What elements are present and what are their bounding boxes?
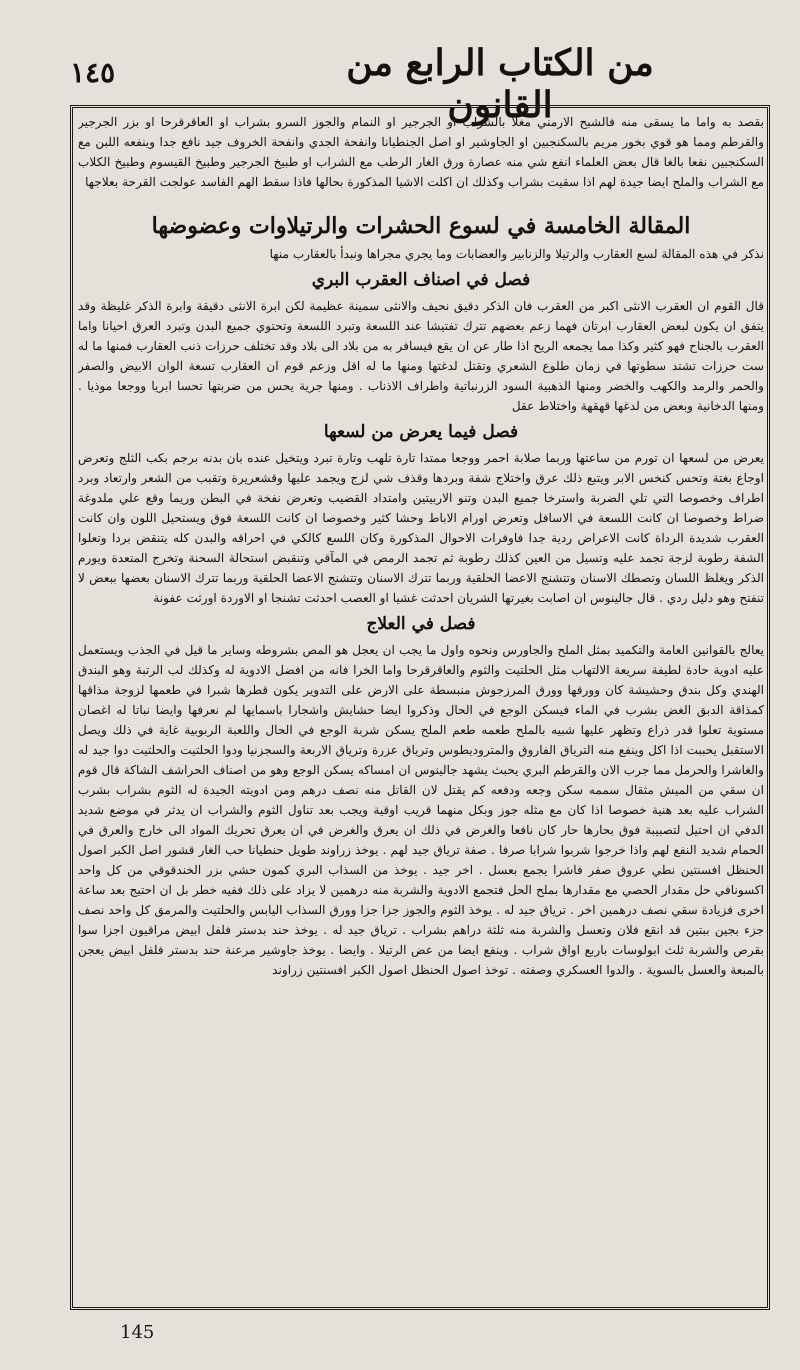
- footer-page-number: 145: [120, 1322, 155, 1343]
- running-title: من الكتاب الرابع من القانون: [346, 42, 654, 126]
- section-title: فصل فيما يعرض من لسعها: [323, 422, 519, 442]
- section-text: يعالج بالقوانين العامة والتكميد بمثل الملح والجاورس ونحوه واول ما يجب ان يعجل هو المص بشروطه وساير ما قيل في الجذب ويستعمل عليه ادوية حادة لطيفة سريعة الالتهاب مثل الحلتيت والثوم والعاقرقرحا واما الخرا فانه من افضل الادوية له وكذلك لب الرتبة وهو البندق الهندي وكل بندق وحشيشة كان وورقها وورق المرزجوش منبسطة على الارض على التدوير يكون قطرها شبرا في طعمها لزوجة مذاقها كمذاقة الدبق الغض بشرب في الماء فيسكن الوجع في الحال وذكروا ايضا حشايش واشجارا باسمايها لم نعرفها وايضا نباتا له اغصان مستوية تعلوا قدر ذراع وتظهر عليها شبيه بالملح طعمه طعم الملح يسكن شربة الوجع في الحال واللعبة الربوبية غاية في ذلك ويصل الاستقبل يحببت اذا اكل وينفع منه الترياق الفاروق والمتروديطوس وترياق عزرة وترياق الاربعة والسجزنيا ودوا الحلتيت والحلتيت دوا جيد له والغاشرا والحرمل مما جرب الان والقرطم البري يحبث يشهد جالينوس ان امساكه يسكن الوجع وهو من اصناف الحراشف الشاكة قال قوم ان سقي من الميش مثقال سممه سكن وجعه ودفعه كم يقتل لان القاتل منه نصف درهم ومن ادويته الجيدة له الثوم بشراب بشرب الشراب عليه بعد هنية خصوصا اذا كان مع مثله جوز وبكل منهما قريب اوقية ويجب بعد تناول الثوم والشراب ان يدثر في موضع شديد الدفي ان احتيل لتصبيبة فوق بحارها حار كان نافعا والغرض في ذلك ان يعرق والغرض في ان يعرق تحريك المواد الى خارج والعرق في الحمام شديد النفع لهم واذا خرجوا شربوا شرابا صرفا . صفة ترياق جيد لهم . يوخذ زراوند طويل حنطيانا حب الغار قشور اصل الكبر اصول الحنظل افسنتين نطي عروق صفر فاشرا يجمع بعسل . اخر جيد . يوخذ من السذاب البري كمون حشي بزر الخندقوقي من كل واحد اكسونافي حل مقدار الحصي مع مقدارها بملح الحل فتجمع الادوية والشربة منه درهمين لا يزاد على ذلك ففيه خطر بل ان احتيج بعد ساعة اخرى فزيادة سقي نصف درهمين اخر . ترياق جيد له . يوخذ الثوم والجوز جزا جزا وورق السذاب اليابس والحلتيت والمرمق كل واحد نصف جزء بجين ببتين قد انقع فلان وتعسل والشربة منه ثلثة دراهم بشراب . ترياق جيد له . يوخذ حند بدستر فلفل ابيض مراقيون اجزا سوا بقرص والشربة ثلث ابولوسات باربع اواق شراب . وينفع ايضا من عض الرتيلا . وايضا . يوخذ جاوشير مرعنة حند بدستر فلفل ابيض يعجن بالمبعة والعسل بالسوية . والدوا العسكري وصفته . توخذ اصول الحنظل اصول الكبر افسنتين زراوند: [78, 643, 764, 977]
- section-text: قال القوم ان العقرب الانثى اكبر من العقرب فان الذكر دقيق نحيف والانثى سمينة عظيمة لكن ابرة الانثى دقيقة وابرة الذكر غليظة وقد يتفق ان يكون لبعض العقارب ابرتان فهما زعم بعضهم تترك تفتيشا عند اللسعة وتبرد اللسعة وتحتوي جميع البدن وتبرد العرق احيانا واما العقرب بالجناح فهو كثير وكذا مما يجمعه الريح اذا طار عن ان يقع فيسافر به من بلاد الى بلاد وقد تختلف حرزات ذنب العقارب فمنها ما له ست حرزات تشتد سطوتها في زمان طلوع الشعري وتقتل لدغتها ومنها ما له اقل وزعم قوم ان العقارب تسعة الوان الابيض والصفر والحمر والرمد والكهب والخضر ومنها الذهبية السود الزرنباتية واطراف الاذناب . ومنها جرية يحس من ضربتها تحسا ابريا ووجعا موذيا . ومنها الدخانية وبعض من لدغها قهقهة واختلاط عقل: [78, 299, 764, 413]
- page-header: [60, 28, 760, 126]
- show-through: [78, 194, 764, 208]
- section-title: فصل في العلاج: [366, 614, 476, 634]
- section-title: المقالة الخامسة في لسوع الحشرات والرتيلاوات وعضوضها: [151, 213, 691, 239]
- section-intro: نذكر في هذه المقالة لسع العقارب والرتيلا والزنابير والعضابات وما يجري مجراها ونبدأ بالعقارب منها: [269, 247, 764, 261]
- section-text: يعرض من لسعها ان تورم من ساعتها وربما صلابة احمر ووجعا ممتدا تارة تلهب وتارة تبرد ويتخيل عنده بان بدنه برجم بكب الثلج وتعرض اوجاع بغتة وتحس كنخس الابر ويتبع ذلك عرق واختلاج شفة وبردها وقذف شي لزج ويجمد عليها وقشعريرة وتقبب من الشعر وارتعاد وبرد اطراف وخصوصا التي تلي الضربة واسترخا جميع البدن وتنو الاربيتين وامتداد القضيب وتعرض نفخة في البطن وريما وقع علي ملدوغة ضراط وخصوصا ان كانت اللسعة في الاسافل وتعرض اورام الاباط وحشا كثير وخصوصا ان كانت اللسعة فوق ويستحيل اللون وان كانت العقرب شديدة الرداة كانت الاعراض ردية جدا فاوفرات الاحوال المذكورة وكان اللسع كالكي في احراقه والبدن كله يتنقض بردا وتعلوا الشفة رطوبة لزجة تجمد عليه وتسيل من العين كذلك رطوبة ثم تجمد الرمص في المآقي وتنقبض استحالة السحنة وتخرج المتعدة ويورم الذكر ويغلظ اللسان وتصطك الاسنان وتتشنج الاعضا الحلقية وربما تترك الاسنان وتتشنج الاعضا الحلقية وربما تترك الاسنان بعضها ببعض لا تنفتح وهو دليل ردي . قال جالينوس ان اصابت بغيرتها الشريان احدثت غشيا او العصب احدثت تشنجا او الاوردة اورثت عفونة: [78, 451, 764, 605]
- header-page-number: ١٤٥: [70, 56, 116, 89]
- section-title: فصل في اصناف العقرب البري: [311, 270, 531, 290]
- body-text: [78, 112, 764, 1307]
- opening-paragraph: بقصد به واما ما يسقى منه فالشبح الارمني مغلا بالشراب او الجرجير او النمام والجوز السرو بشراب او العاقرقرحا او بزر الجرجير والقرطم ومما هو قوي بخور مريم بالسكنجبين او الجاوشير او اصل الجنطيانا وانفحة الجدي وانفحة الخروف جيد نافع جدا وينفعه اللبن مع السكنجبين نفعا بالغا قال بعض العلماء انفع شي منه عصارة ورق الغار الرطب مع الشراب او طبيخ الجرجير وطبيخ القيسوم وطبيخ الكلاب مع الشراب والملح ايضا جيدة لهم اذا سقيت بشراب وكذلك ان اكلت الاشيا المذكورة بحالها فاذا سقط الهم الفاسد عولجت القرحة بعلاجها: [78, 115, 764, 189]
